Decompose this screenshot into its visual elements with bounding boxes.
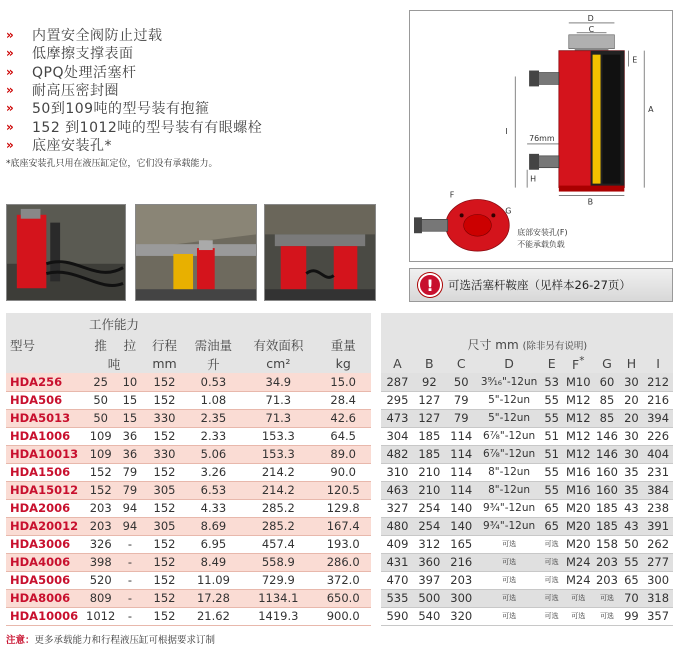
dim-d-cell: 9³⁄₄"-12un [477, 499, 541, 517]
table-row [6, 427, 673, 445]
dim-h-cell: 43 [620, 517, 643, 535]
dim-i-cell: 277 [643, 553, 673, 571]
dim-g-cell: 203 [595, 573, 618, 587]
dim-e-cell: 可选 [541, 589, 562, 607]
dim-f-cell: M12 [562, 409, 594, 427]
table-row [6, 481, 673, 499]
diagram-label-b: B [587, 197, 594, 207]
dim-b-cell: 500 [413, 589, 445, 607]
dim-g-cell: 146 [595, 429, 618, 443]
dim-c-cell: 50 [445, 373, 477, 391]
saddle-option-banner [409, 268, 673, 302]
pull-cell: 36 [117, 427, 144, 445]
chevron-icon: » [6, 119, 13, 134]
weight-cell: 193.0 [316, 535, 371, 553]
dim-i-cell: 212 [643, 373, 673, 391]
dim-h-cell: 35 [620, 463, 643, 481]
pull-cell: - [117, 553, 144, 571]
model-cell: HDA1506 [6, 463, 85, 481]
dim-b-cell: 360 [413, 553, 445, 571]
table-row [6, 553, 673, 571]
header-model: 型号 [6, 335, 85, 354]
oil-cell: 11.09 [186, 571, 241, 589]
chevron-icon: » [6, 28, 13, 43]
stroke-cell: 152 [143, 553, 186, 571]
dim-i-cell: 404 [643, 445, 673, 463]
dim-c-cell: 114 [445, 445, 477, 463]
oil-cell: 8.49 [186, 553, 241, 571]
dim-e-cell: 可选 [541, 553, 562, 571]
weight-cell: 28.4 [316, 391, 371, 409]
photo-cylinder-1 [6, 204, 126, 301]
dim-b-cell: 397 [413, 571, 445, 589]
pull-cell: - [117, 535, 144, 553]
pull-cell: 10 [117, 373, 144, 391]
dim-a-cell: 295 [381, 391, 413, 409]
dim-c-cell: 320 [445, 607, 477, 625]
stroke-cell: 152 [143, 535, 186, 553]
dim-i-cell: 318 [643, 589, 673, 607]
header-weight: 重量 [316, 335, 371, 354]
dim-g-cell: 185 [595, 519, 618, 533]
weight-cell: 90.0 [316, 463, 371, 481]
dim-c-cell: 114 [445, 481, 477, 499]
weight-cell: 372.0 [316, 571, 371, 589]
feature-item: » 底座安装孔* [6, 137, 112, 154]
model-cell: HDA10006 [6, 607, 85, 625]
area-cell: 71.3 [241, 409, 315, 427]
weight-cell: 89.0 [316, 445, 371, 463]
bottom-note: 注意：更多承载能力和行程液压缸可根据要求订制 [6, 635, 216, 646]
dim-e-cell: 可选 [541, 535, 562, 553]
area-cell: 729.9 [241, 571, 315, 589]
dim-c-cell: 114 [445, 427, 477, 445]
area-cell: 214.2 [241, 481, 315, 499]
area-cell: 153.3 [241, 445, 315, 463]
svg-text:I: I [505, 127, 508, 137]
dim-f-cell: M20 [562, 517, 594, 535]
dim-e-cell: 55 [541, 391, 562, 409]
dim-b-cell: 185 [413, 445, 445, 463]
dim-d-cell: 6⁷⁄₈"-12un [477, 445, 541, 463]
dim-h-cell: 20 [620, 409, 643, 427]
dim-b-cell: 312 [413, 535, 445, 553]
push-cell: 50 [85, 391, 117, 409]
header-oil: 需油量 [186, 335, 241, 354]
dim-c-cell: 140 [445, 499, 477, 517]
dim-i-cell: 216 [643, 391, 673, 409]
feature-item: » 50到109吨的型号装有抱箍 [6, 101, 210, 118]
pull-cell: 94 [117, 517, 144, 535]
feature-item: » QPQ处理活塞杆 [6, 64, 137, 81]
dim-e-cell: 51 [541, 445, 562, 463]
pull-cell: 79 [117, 463, 144, 481]
stroke-cell: 152 [143, 463, 186, 481]
area-cell: 285.2 [241, 517, 315, 535]
dim-b-cell: 254 [413, 517, 445, 535]
dim-e-cell: 65 [541, 499, 562, 517]
pull-cell: 15 [117, 391, 144, 409]
diagram-label-h: H [530, 174, 537, 184]
photo-cylinder-3 [264, 204, 376, 301]
cylinder-diagram [409, 10, 673, 262]
stroke-cell: 330 [143, 409, 186, 427]
dim-h-cell: 55 [620, 553, 643, 571]
base-note-2: 不能承载负载 [517, 240, 565, 250]
chevron-icon: » [6, 64, 13, 79]
dim-d-cell: 5"-12un [477, 409, 541, 427]
pull-cell: 15 [117, 409, 144, 427]
dim-h-cell: 30 [620, 427, 643, 445]
dim-i-cell: 226 [643, 427, 673, 445]
diagram-label-c: C [588, 24, 595, 34]
dim-d-cell: 5"-12un [477, 391, 541, 409]
dim-c-cell: 216 [445, 553, 477, 571]
pull-cell: 94 [117, 499, 144, 517]
dim-d-cell: 可选 [477, 607, 541, 625]
weight-cell: 64.5 [316, 427, 371, 445]
table-row [6, 373, 673, 391]
banner-text: 可选活塞杆鞍座（见样本26-27页） [448, 278, 631, 292]
area-cell: 34.9 [241, 373, 315, 391]
dim-g-cell: 可选 [594, 607, 620, 625]
dim-f-cell: 可选 [562, 589, 594, 607]
feature-item: » 152 到1012吨的型号装有有眼螺栓 [6, 119, 263, 136]
dim-h-cell: 20 [620, 391, 643, 409]
diagram-label-e: E [632, 55, 638, 65]
model-cell: HDA5006 [6, 571, 85, 589]
header-pull: 拉 [117, 335, 144, 354]
header-stroke: 行程 [143, 335, 186, 354]
stroke-cell: 152 [143, 499, 186, 517]
push-cell: 203 [85, 517, 117, 535]
oil-cell: 5.06 [186, 445, 241, 463]
dim-h-cell: 30 [620, 373, 643, 391]
dim-d-cell: 6⁷⁄₈"-12un [477, 427, 541, 445]
diagram-label-76mm: 76mm [529, 133, 555, 143]
oil-cell: 2.33 [186, 427, 241, 445]
pull-cell: 36 [117, 445, 144, 463]
oil-cell: 6.95 [186, 535, 241, 553]
dim-b-cell: 185 [413, 427, 445, 445]
header-push: 推 [85, 335, 117, 354]
table-row [6, 391, 673, 409]
diagram-label-g: G [505, 206, 512, 216]
feature-item: » 耐高压密封圈 [6, 83, 119, 100]
push-cell: 1012 [86, 609, 116, 623]
stroke-cell: 152 [143, 427, 186, 445]
dim-b-cell: 210 [413, 463, 445, 481]
dim-e-cell: 可选 [541, 571, 562, 589]
dim-h-cell: 35 [620, 481, 643, 499]
chevron-icon: » [6, 83, 13, 98]
push-cell: 809 [85, 589, 117, 607]
oil-cell: 1.08 [186, 391, 241, 409]
weight-cell: 42.6 [316, 409, 371, 427]
dim-a-cell: 310 [381, 463, 413, 481]
dim-i-cell: 357 [643, 607, 673, 625]
area-cell: 285.2 [241, 499, 315, 517]
dim-h-cell: 70 [620, 589, 643, 607]
dim-a-cell: 304 [381, 427, 413, 445]
weight-cell: 900.0 [316, 607, 371, 625]
table-row [6, 445, 673, 463]
table-row [6, 589, 673, 607]
photo-cylinder-2 [135, 204, 257, 301]
weight-cell: 129.8 [316, 499, 371, 517]
stroke-cell: 305 [143, 517, 186, 535]
dim-a-cell: 535 [381, 589, 413, 607]
dim-e-cell: 55 [541, 409, 562, 427]
dim-f-cell: M24 [562, 571, 594, 589]
dim-f-cell: M20 [562, 535, 594, 553]
dim-i-cell: 394 [643, 409, 673, 427]
area-cell: 71.3 [241, 391, 315, 409]
dim-e-cell: 65 [541, 517, 562, 535]
chevron-icon: » [6, 137, 13, 152]
dim-h-cell: 50 [620, 535, 643, 553]
diagram-label-d: D [587, 13, 594, 23]
table-row [6, 535, 673, 553]
push-cell: 109 [85, 427, 117, 445]
model-cell: HDA15012 [6, 481, 85, 499]
dim-f-cell: M12 [562, 391, 594, 409]
weight-cell: 286.0 [316, 553, 371, 571]
dim-c-cell: 114 [445, 463, 477, 481]
pull-cell: 79 [117, 481, 144, 499]
dim-f-cell: 可选 [562, 607, 594, 625]
dim-f-cell: M20 [562, 499, 594, 517]
dim-c-cell: 140 [445, 517, 477, 535]
oil-cell: 8.69 [186, 517, 241, 535]
dim-d-cell: 可选 [477, 589, 541, 607]
spec-table: 工作能力 型号 推 拉 行程 需油量 有效面积 重量 尺寸 mm (除非另有说明) 吨 mm 升 cm² kg A B C D E F* G H I HDA256 25 10 152 0.53 34.9 15.0 287 92 50 3⁹⁄₁₆"-12un 53 M10 60 30 212 HDA506 50 15 152 1.08 71.3 28.4 295 127 79 5"-12un 55 M12 85 20 216 HDA5013 50 15 330 2.35 71.3 42.6 473 127 79 5"-12un 55 M12 85 20 394 HDA1006 109 36 152 2.33 153.3 64.5 304 185 114 6⁷⁄₈"-12un 51 M12 146 30 226 HDA10013 109 36 330 5.06 153.3 89.0 482 185 114 6⁷⁄₈"-12un 51 M12 146 30 404 HDA1506 152 79 152 3.26 214.2 90.0 310 210 114 8"-12un 55 M16 160 35 231 HDA15012 152 79 305 6.53 214.2 120.5 463 210 114 8"-12un 55 M16 160 35 384 HDA2006 203 94 152 4.33 285.2 129.8 327 254 140 9³⁄₄"-12un 65 M20 185 43 238 HDA20012 203 94 305 8.69 285.2 167.4 480 254 140 9³⁄₄"-12un 65 M20 185 43 391 HDA3006 326 - 152 6.95 457.4 193.0 409 312 165 可选 可选 M20 158 50 262 HDA4006 398 - 152 8.49 558.9 286.0 431 360 216 可选 可选 M24 203 55 277 HDA5006 520 - 152 11.09 729.9 372.0 470 397 203 可选 可选 M24 203 65 300 HDA8006 809 - 152 17.28 1134.1 650.0 535 500 300 可选 可选 可选 可选 70 318 HDA10006 1012 - 152 21.62 1419.3 900.0 590 540 320 可选 可选 可选 可选 99 357 [6, 313, 673, 626]
dim-c-cell: 79 [445, 409, 477, 427]
stroke-cell: 152 [143, 373, 186, 391]
oil-cell: 3.26 [186, 463, 241, 481]
header-area: 有效面积 [241, 335, 315, 354]
dim-i-cell: 262 [643, 535, 673, 553]
header-dims: 尺寸 mm (除非另有说明) [381, 335, 673, 354]
area-cell: 558.9 [241, 553, 315, 571]
dim-a-cell: 431 [381, 553, 413, 571]
dim-i-cell: 391 [643, 517, 673, 535]
header-capacity: 工作能力 [85, 313, 144, 335]
feature-item: » 内置安全阀防止过载 [6, 28, 163, 45]
dim-g-cell: 60 [594, 373, 620, 391]
oil-cell: 4.33 [186, 499, 241, 517]
table-row [6, 607, 673, 625]
dim-g-cell: 203 [595, 555, 618, 569]
model-cell: HDA10013 [6, 445, 85, 463]
oil-cell: 2.35 [186, 409, 241, 427]
table-row [6, 517, 673, 535]
dim-b-cell: 127 [413, 391, 445, 409]
push-cell: 25 [85, 373, 117, 391]
push-cell: 520 [85, 571, 117, 589]
area-cell: 153.3 [241, 427, 315, 445]
dim-f-cell: M10 [562, 373, 594, 391]
base-note-1: 底部安装孔(F) [517, 228, 568, 238]
dim-d-cell: 8"-12un [477, 481, 541, 499]
area-cell: 457.4 [241, 535, 315, 553]
feature-item: » 低摩擦支撑表面 [6, 46, 134, 63]
dim-a-cell: 463 [381, 481, 413, 499]
dim-d-cell: 9³⁄₄"-12un [477, 517, 541, 535]
push-cell: 50 [85, 409, 117, 427]
dim-c-cell: 165 [445, 535, 477, 553]
diagram-label-f: F [449, 190, 455, 200]
table-row [6, 499, 673, 517]
dim-h-cell: 65 [620, 571, 643, 589]
feature-list [6, 26, 406, 154]
chevron-icon: » [6, 101, 13, 116]
dim-f-cell: M12 [562, 445, 594, 463]
oil-cell: 21.62 [186, 607, 241, 625]
stroke-cell: 152 [143, 391, 186, 409]
pull-cell: - [117, 571, 144, 589]
dim-a-cell: 470 [381, 571, 413, 589]
dim-f-cell: M16 [562, 481, 594, 499]
diagram-label-a: A [648, 105, 654, 115]
area-cell: 1419.3 [241, 607, 315, 625]
model-cell: HDA2006 [6, 499, 85, 517]
dim-a-cell: 590 [381, 607, 413, 625]
dim-g-cell: 160 [595, 465, 618, 479]
dim-c-cell: 79 [445, 391, 477, 409]
dim-f-cell: M16 [562, 463, 594, 481]
push-cell: 152 [85, 463, 117, 481]
dim-b-cell: 92 [413, 373, 445, 391]
model-cell: HDA3006 [6, 535, 85, 553]
dim-i-cell: 300 [643, 571, 673, 589]
dim-e-cell: 55 [541, 481, 562, 499]
stroke-cell: 305 [143, 481, 186, 499]
weight-cell: 650.0 [316, 589, 371, 607]
model-cell: HDA8006 [6, 589, 85, 607]
dim-g-cell: 可选 [594, 589, 620, 607]
stroke-cell: 152 [143, 589, 186, 607]
dim-h-cell: 30 [620, 445, 643, 463]
dim-g-cell: 146 [595, 447, 618, 461]
dim-g-cell: 85 [594, 391, 620, 409]
dim-g-cell: 85 [594, 409, 620, 427]
pull-cell: - [117, 589, 144, 607]
area-cell: 214.2 [241, 463, 315, 481]
dim-b-cell: 127 [413, 409, 445, 427]
dim-c-cell: 203 [445, 571, 477, 589]
table-row [6, 571, 673, 589]
stroke-cell: 152 [143, 571, 186, 589]
push-cell: 152 [85, 481, 117, 499]
footnote: *底座安装孔只用在液压缸定位，它们没有承载能力。 [6, 159, 218, 169]
dim-b-cell: 540 [413, 607, 445, 625]
chevron-icon: » [6, 46, 13, 61]
warning-icon: ! [418, 273, 442, 297]
model-cell: HDA4006 [6, 553, 85, 571]
dim-d-cell: 可选 [477, 571, 541, 589]
table-row [6, 409, 673, 427]
dim-e-cell: 53 [541, 373, 562, 391]
oil-cell: 17.28 [186, 589, 241, 607]
push-cell: 109 [85, 445, 117, 463]
dim-d-cell: 3⁹⁄₁₆"-12un [477, 373, 541, 391]
dim-d-cell: 可选 [477, 535, 541, 553]
dim-b-cell: 210 [413, 481, 445, 499]
model-cell: HDA506 [6, 391, 85, 409]
dim-a-cell: 409 [381, 535, 413, 553]
area-cell: 1134.1 [241, 589, 315, 607]
dim-d-cell: 8"-12un [477, 463, 541, 481]
dim-h-cell: 99 [620, 607, 643, 625]
push-cell: 203 [85, 499, 117, 517]
dim-g-cell: 185 [595, 501, 618, 515]
dim-a-cell: 327 [381, 499, 413, 517]
dim-g-cell: 158 [595, 537, 618, 551]
dim-a-cell: 482 [381, 445, 413, 463]
header-ton: 吨 [85, 354, 144, 373]
model-cell: HDA256 [6, 373, 85, 391]
dim-c-cell: 300 [445, 589, 477, 607]
dim-e-cell: 51 [541, 427, 562, 445]
dim-i-cell: 238 [643, 499, 673, 517]
dim-e-cell: 可选 [541, 607, 562, 625]
weight-cell: 15.0 [316, 373, 371, 391]
weight-cell: 167.4 [316, 517, 371, 535]
stroke-cell: 330 [143, 445, 186, 463]
oil-cell: 6.53 [186, 481, 241, 499]
dim-a-cell: 473 [381, 409, 413, 427]
dim-f-cell: M24 [562, 553, 594, 571]
dim-g-cell: 160 [595, 483, 618, 497]
table-row [6, 463, 673, 481]
push-cell: 398 [85, 553, 117, 571]
dim-i-cell: 384 [643, 481, 673, 499]
dim-b-cell: 254 [413, 499, 445, 517]
weight-cell: 120.5 [316, 481, 371, 499]
dim-f-cell: M12 [562, 427, 594, 445]
dim-e-cell: 55 [541, 463, 562, 481]
dim-h-cell: 43 [620, 499, 643, 517]
dim-i-cell: 231 [643, 463, 673, 481]
dim-a-cell: 287 [381, 373, 413, 391]
stroke-cell: 152 [143, 607, 186, 625]
dim-d-cell: 可选 [477, 553, 541, 571]
model-cell: HDA1006 [6, 427, 85, 445]
model-cell: HDA5013 [6, 409, 85, 427]
model-cell: HDA20012 [6, 517, 85, 535]
oil-cell: 0.53 [186, 373, 241, 391]
dim-a-cell: 480 [381, 517, 413, 535]
pull-cell: - [117, 607, 144, 625]
push-cell: 326 [85, 535, 117, 553]
